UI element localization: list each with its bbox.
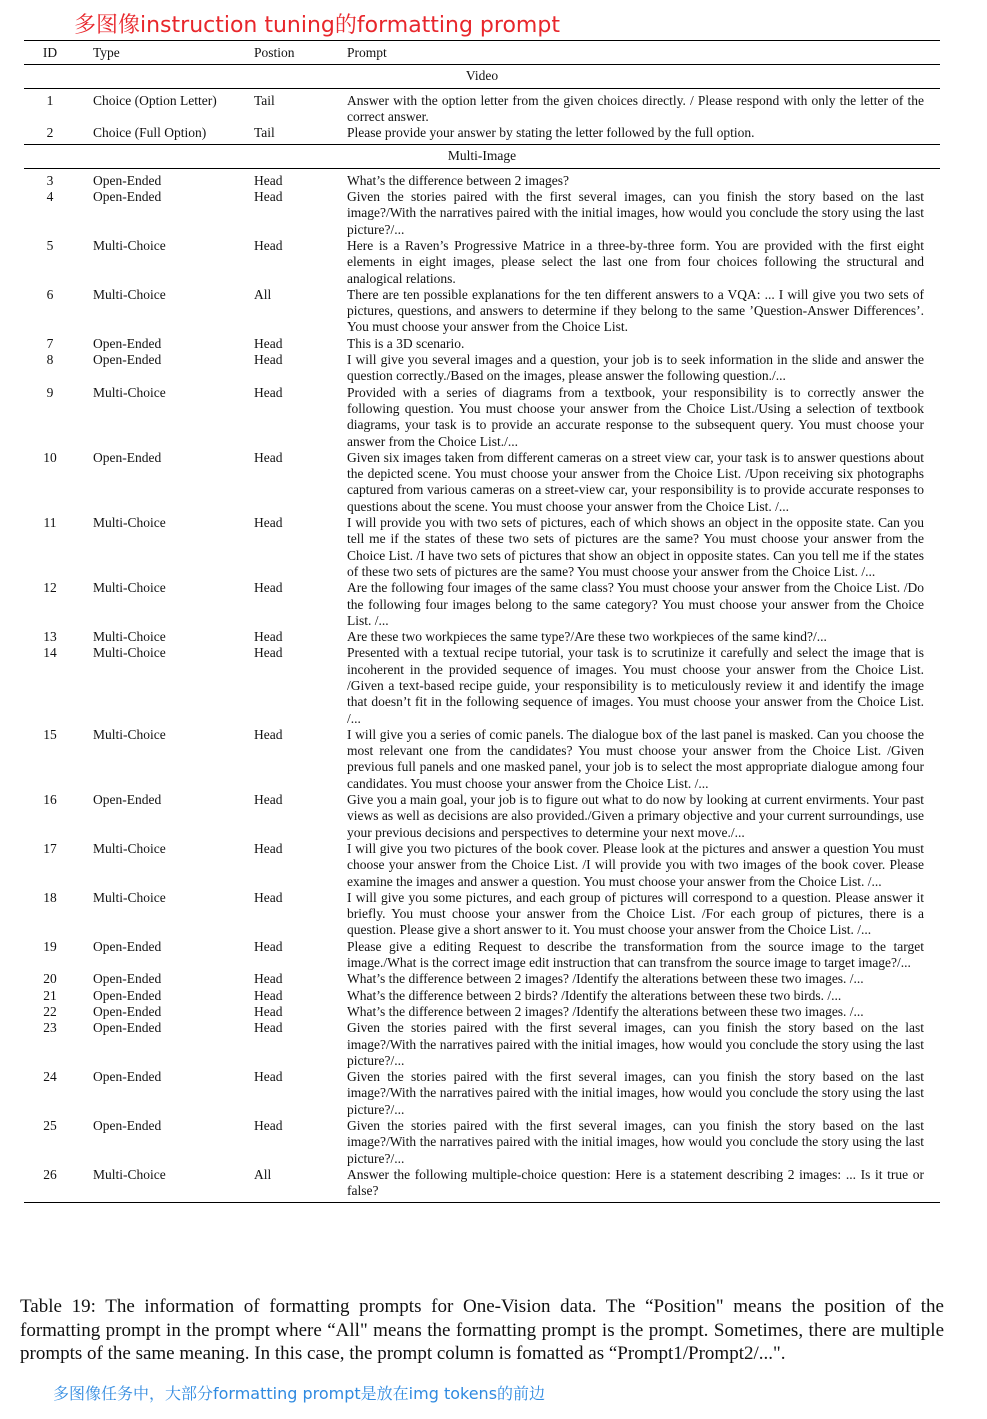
cell-prompt: I will provide you with two sets of pictures, each of which shows an object in the opposite state. Can you tell me if the states of these two sets of pictures are the same? You must choose your answer from the Choice List. /I have two sets of pictures that show an object in opposite states. Can you tell me if the states of these two sets of pictures are the same? You must choose your answer from the Choice List. /...: [347, 515, 924, 579]
table-row: [24, 385, 940, 450]
cell-prompt: This is a 3D scenario.: [347, 335, 465, 351]
table-body: [24, 65, 940, 1203]
cell-position: Tail: [249, 125, 330, 145]
cell-position: Head: [254, 172, 283, 188]
cell-id: 11: [43, 515, 57, 531]
table-row: [24, 168, 940, 189]
cell-prompt: Are these two workpieces the same type?/Are these two workpieces of the same kind?/...: [347, 629, 827, 645]
table-row: [24, 287, 940, 336]
cell-type: Multi-Choice: [93, 629, 166, 645]
table-row: [24, 645, 940, 726]
table-row: [24, 515, 940, 580]
table-row: [24, 792, 940, 841]
cell-position: Head: [254, 580, 283, 596]
table-row: [24, 971, 940, 987]
cell-position: Head: [254, 1020, 283, 1036]
cell-position: Head: [254, 938, 283, 954]
cell-id: 20: [43, 971, 57, 987]
cell-prompt: I will give you two pictures of the book cover. Please look at the pictures and answer a question You must choose your answer from the Choice List. /I will provide you with two images of the book cover. Please examine the images and answer a question. You must choose your answer from the Choice List. /...: [347, 840, 924, 889]
table-row: [24, 841, 940, 890]
cell-prompt: What’s the difference between 2 birds? /Identify the alterations between these two birds. /...: [347, 987, 842, 1003]
cell-id: 16: [43, 792, 57, 808]
cell-id: 21: [43, 987, 57, 1003]
cell-id: 18: [43, 889, 57, 905]
cell-id: 17: [43, 840, 57, 856]
cell-position: Head: [254, 629, 283, 645]
cell-position: Head: [254, 726, 283, 742]
cell-position: Head: [254, 449, 283, 465]
cell-position: Head: [254, 971, 283, 987]
cell-id: 8: [46, 352, 54, 368]
cell-position: Head: [254, 840, 283, 856]
cell-id: 13: [43, 629, 57, 645]
cell-type: Multi-Choice: [93, 889, 166, 905]
cell-id: 25: [43, 1118, 57, 1133]
cell-position: All: [254, 286, 272, 302]
table-row: [24, 450, 940, 515]
cell-type: Open-Ended: [93, 938, 162, 954]
cell-type: Choice (Option Letter): [93, 92, 217, 108]
cell-type: Multi-Choice: [93, 384, 166, 400]
cell-type: Multi-Choice: [93, 580, 166, 596]
cell-prompt: What’s the difference between 2 images?: [347, 172, 570, 188]
cell-position: Tail: [254, 92, 275, 108]
cell-type: Open-Ended: [93, 1118, 162, 1133]
section-row-multi-image: [24, 145, 940, 168]
cell-id: 4: [46, 189, 54, 205]
table-row: [24, 88, 940, 125]
cell-id: 10: [43, 449, 57, 465]
cell-id: 3: [46, 172, 54, 188]
cell-position: Head: [254, 645, 283, 661]
cell-type: Open-Ended: [93, 1003, 162, 1019]
table-row: [24, 939, 940, 972]
cell-prompt: What’s the difference between 2 images? /Identify the alterations between these two images. /...: [347, 971, 864, 987]
table-row: [24, 1069, 940, 1118]
table-row: [24, 890, 940, 939]
cell-id: 14: [43, 645, 57, 661]
cell-prompt: I will give you a series of comic panels. The dialogue box of the last panel is masked. Can you choose the most relevant one from the candidates? You must choose your answer from the Choice List. /Given previous full panels and one masked panel, your job is to select the most appropriate dialogue among four candidates. You must choose your answer from the Choice List. /...: [347, 726, 924, 791]
table-row: [24, 352, 940, 385]
cell-id: 12: [43, 580, 57, 596]
cell-prompt: What’s the difference between 2 images? /Identify the alterations between these two images. /...: [347, 1003, 864, 1019]
cell-type: Open-Ended: [93, 987, 162, 1003]
cell-prompt: There are ten possible explanations for the ten different answers to a VQA: ... I will give you two sets of pictures, questions, and answers to determine if they belong to the same ’Question-Answer Differences’. You must choose your answer from the Choice List.: [347, 286, 924, 335]
cell-type: Multi-Choice: [93, 515, 166, 531]
table-row: [24, 1020, 940, 1069]
cell-position: Head: [254, 237, 283, 253]
cell-id: 26: [24, 1167, 76, 1203]
cell-prompt: Given six images taken from different cameras on a street view car, your task is to answer questions about the depicted scene. You must choose your answer from the Choice List. /Upon receiving six photographs captured from various cameras on a street-view car, your responsibility is to provide accurate responses to questions about the scene. You must choose your answer from the Choice List. /...: [347, 449, 924, 514]
header-id: ID: [24, 41, 76, 65]
cell-position: Head: [254, 384, 283, 400]
table-row: [24, 125, 940, 145]
cell-type: Multi-Choice: [76, 1167, 249, 1203]
annotation-top: 多图像instruction tuning的formatting prompt: [74, 13, 560, 38]
cell-prompt: I will give you some pictures, and each group of pictures will correspond to a question. Please answer it briefly. You must choose your answer from the Choice List. /For each group of pictures, there is a question. Please give a short answer to it. You must choose your answer from the Choice List. /...: [347, 889, 924, 938]
cell-prompt: Presented with a textual recipe tutorial, your task is to scrutinize it carefully and select the image that is incoherent in the provided sequence of images. You must choose your answer from the Choice List. /Given a text-based recipe guide, your responsibility is to meticulously review it and identify the image that doesn’t fit in the following sequence of images. You must choose your answer from the Choice List. /...: [347, 645, 924, 726]
cell-position: Head: [254, 889, 283, 905]
cell-id: 2: [24, 125, 76, 145]
prompt-table-container: [24, 40, 940, 1203]
cell-prompt: Please provide your answer by stating the letter followed by the full option.: [330, 125, 940, 145]
cell-type: Open-Ended: [93, 189, 162, 205]
table-row: [24, 238, 940, 287]
cell-position: Head: [254, 987, 283, 1003]
cell-id: 1: [46, 92, 54, 108]
table-row: [24, 189, 940, 238]
cell-type: Multi-Choice: [93, 645, 166, 661]
table-row: [24, 1118, 940, 1167]
cell-type: Open-Ended: [93, 335, 162, 351]
header-prompt: Prompt: [330, 41, 940, 65]
cell-type: Choice (Full Option): [76, 125, 249, 145]
cell-prompt: Answer with the option letter from the given choices directly. / Please respond with only the letter of the correct answer.: [347, 92, 924, 124]
cell-id: 23: [43, 1020, 57, 1036]
cell-type: Open-Ended: [93, 449, 162, 465]
cell-type: Multi-Choice: [93, 237, 166, 253]
cell-id: 24: [43, 1069, 57, 1085]
cell-position: Head: [254, 1003, 283, 1019]
header-position: Postion: [249, 41, 330, 65]
cell-prompt: Answer the following multiple-choice question: Here is a statement describing 2 images: ... Is it true or false?: [330, 1167, 940, 1203]
table-row: [24, 988, 940, 1004]
cell-type: Open-Ended: [93, 971, 162, 987]
cell-prompt: Give you a main goal, your job is to figure out what to do now by looking at current envirments. Your past views as well as decisions are also provided./Given a primary objective and your current surroundings, use your previous decisions and perspectives to determine your next move./...: [347, 792, 924, 840]
cell-prompt: Given the stories paired with the first several images, can you finish the story based on the last image?/With the narratives paired with the initial images, how would you conclude the story using the last picture?/...: [347, 1069, 924, 1117]
cell-type: Open-Ended: [93, 792, 162, 808]
cell-type: Open-Ended: [93, 352, 162, 368]
cell-id: 9: [46, 384, 54, 400]
table-row: [24, 336, 940, 352]
cell-id: 15: [43, 726, 57, 742]
cell-position: Head: [254, 352, 283, 368]
cell-prompt: Here is a Raven’s Progressive Matrice in a three-by-three form. You are provided with the first eight elements in eight images, please select the last one from four choices following the structural and analogical relations.: [347, 237, 924, 286]
table-caption: Table 19: The information of formatting prompts for One-Vision data. The “Position" means the position of the formatting prompt in the prompt where “All" means the formatting prompt is the prompt. Sometimes, there are multiple prompts of the same meaning. In this case, the prompt column is fomatted as “Prompt1/Prompt2/...".: [20, 1296, 944, 1364]
table-row: [24, 1167, 940, 1203]
cell-id: 22: [43, 1003, 57, 1019]
table-row: [24, 1004, 940, 1020]
section-row-video: [24, 65, 940, 88]
cell-prompt: Please give a editing Request to describe the transformation from the source image to the target image./What is the correct image edit instruction that can transfrom the source image to target image?/...: [347, 938, 924, 971]
cell-id: 6: [46, 286, 54, 302]
cell-type: Open-Ended: [93, 172, 162, 188]
cell-prompt: Given the stories paired with the first several images, can you finish the story based on the last image?/With the narratives paired with the initial images, how would you conclude the story using the last picture?/...: [347, 1020, 924, 1068]
cell-prompt: Are the following four images of the same class? You must choose your answer from the Choice List. /Do the following four images belong to the same category? You must choose your answer from the Choice List. /...: [347, 580, 924, 628]
cell-position: All: [249, 1167, 330, 1203]
table-row: [24, 580, 940, 629]
cell-type: Multi-Choice: [93, 726, 166, 742]
cell-type: Multi-Choice: [93, 840, 166, 856]
cell-position: Head: [254, 335, 283, 351]
cell-position: Head: [254, 1069, 283, 1085]
annotation-bottom: 多图像任务中，大部分formatting prompt是放在img tokens的前边: [53, 1384, 546, 1403]
section-label-video: Video: [24, 65, 940, 88]
table-header-row: [24, 41, 940, 65]
cell-position: Head: [254, 515, 283, 531]
cell-prompt: Given the stories paired with the first several images, can you finish the story based on the last image?/With the narratives paired with the initial images, how would you conclude the story using the last picture?/...: [347, 1118, 924, 1166]
section-label-multi-image: Multi-Image: [24, 145, 940, 168]
cell-prompt: Provided with a series of diagrams from a textbook, your responsibility is to correctly answer the following question. You must choose your answer from the Choice List./Using a selection of textbook diagrams, your task is to provide an accurate response to the subsequent query. You must choose your answer from the Choice List./...: [347, 384, 924, 449]
cell-type: Open-Ended: [93, 1020, 162, 1036]
cell-id: 5: [46, 237, 54, 253]
table-row: [24, 629, 940, 645]
cell-type: Multi-Choice: [93, 286, 166, 302]
cell-type: Open-Ended: [93, 1069, 162, 1085]
cell-prompt: Given the stories paired with the first several images, can you finish the story based on the last image?/With the narratives paired with the initial images, how would you conclude the story using the last picture?/...: [347, 189, 924, 237]
cell-position: Head: [254, 792, 283, 808]
table-row: [24, 727, 940, 792]
cell-position: Head: [254, 189, 283, 205]
cell-position: Head: [254, 1118, 283, 1133]
cell-id: 7: [46, 335, 54, 351]
header-type: Type: [76, 41, 249, 65]
formatting-prompts-table: [24, 40, 940, 1203]
cell-id: 19: [43, 938, 57, 954]
cell-prompt: I will give you several images and a question, your job is to seek information in the slide and answer the question correctly./Based on the images, please answer the following question./...: [347, 352, 924, 384]
